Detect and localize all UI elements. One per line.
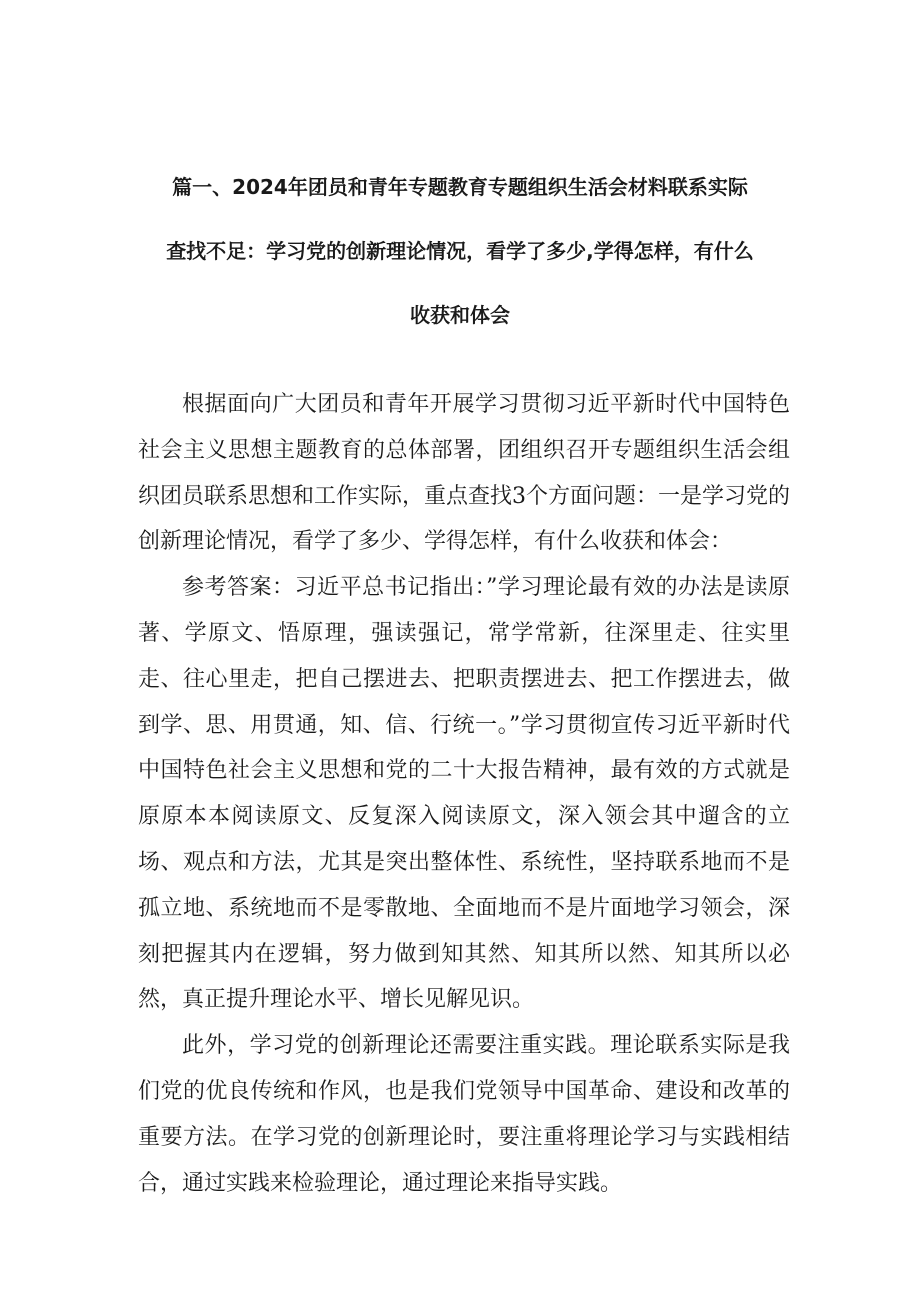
document-title: [120, 170, 800, 362]
paragraph-reference-answer: 参考答案：习近平总书记指出：”学习理论最有效的办法是读原著、学原文、悟原理，强读强记，常学常新，往深里走、往实里走、往心里走，把自己摆进去、把职责摆进去、把工作摆进去，做到学、思、用贯通，知、信、行统一。”学习贯彻宣传习近平新时代中国特色社会主义思想和党的二十大报告精神，最有效的方式就是原原本本阅读原文、反复深入阅读原文，深入领会其中遛含的立场、观点和方法，尤其是突出整体性、系统性，坚持联系地而不是孤立地、系统地而不是零散地、全面地而不是片面地学习领会，深刻把握其内在逻辑，努力做到知其然、知其所以然、知其所以必然，真正提升理论水平、增长见解见识。: [138, 575, 790, 1013]
title-line-3: 收获和体会: [410, 303, 510, 327]
document-body: [138, 382, 790, 1206]
paragraph-intro: 根据面向广大团员和青年开展学习贯彻习近平新时代中国特色社会主义思想主题教育的总体部署，团组织召开专题组织生活会组织团员联系思想和工作实际，重点查找3个方面问题：一是学习党的创新理论情况，看学了多少、学得怎样，有什么收获和体会：: [138, 392, 790, 555]
title-line-1: 篇一、2024年团员和青年专题教育专题组织生活会材料联系实际: [172, 175, 748, 199]
title-line-2: 查找不足：学习党的创新理论情况，看学了多少,学得怎样，有什么: [166, 239, 754, 263]
paragraph-practice: 此外，学习党的创新理论还需要注重实践。理论联系实际是我们党的优良传统和作风，也是我们党领导中国革命、建设和改革的重要方法。在学习党的创新理论时，要注重将理论学习与实践相结合，通过实践来检验理论，通过理论来指导实践。: [138, 1033, 790, 1196]
